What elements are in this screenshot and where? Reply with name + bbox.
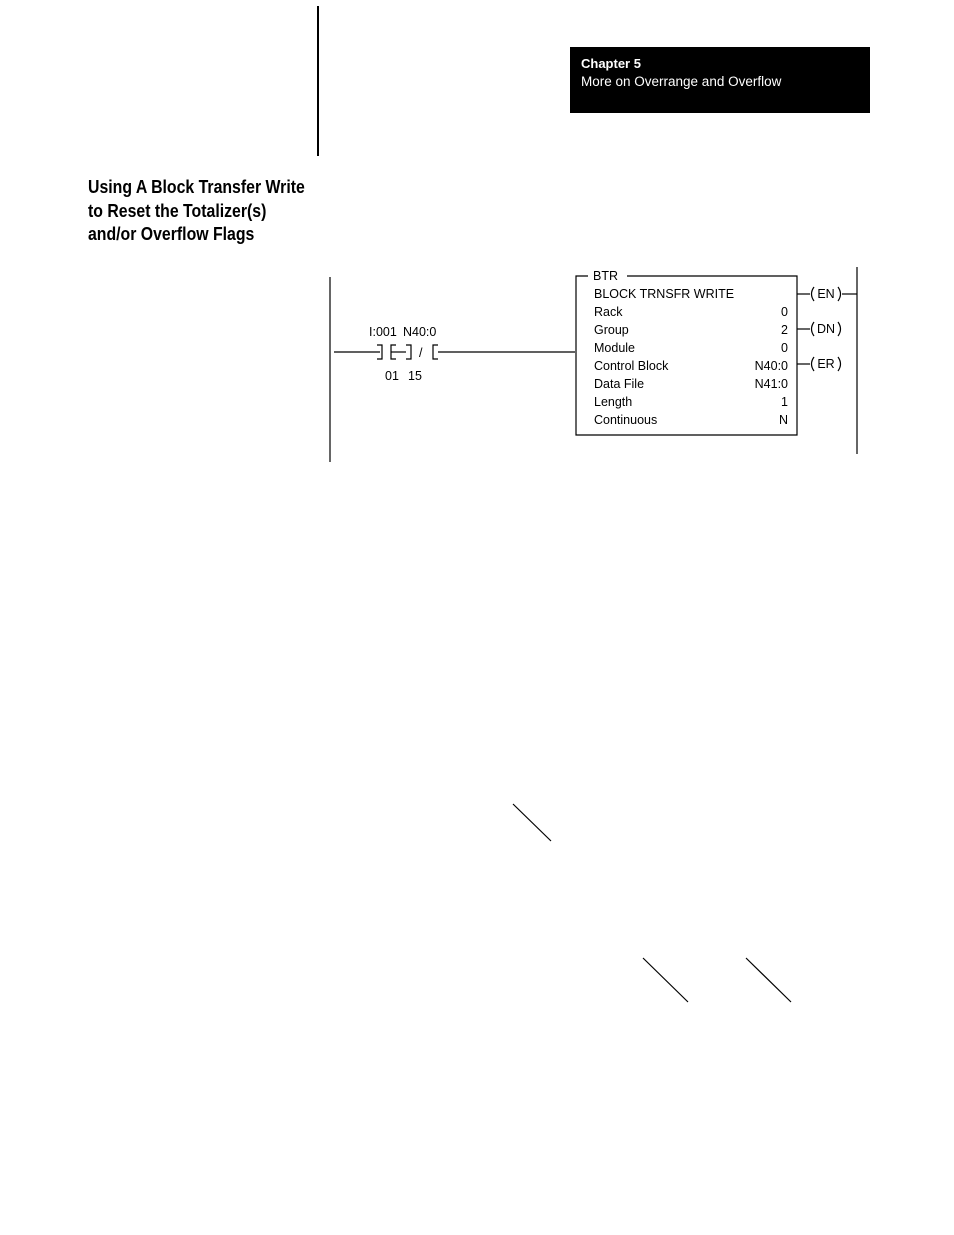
param-value-rack: 0 xyxy=(781,305,788,319)
heading-line-2: to Reset the Totalizer(s) xyxy=(88,200,267,221)
stray-mark-2 xyxy=(643,958,688,1002)
output-dn: DN xyxy=(816,322,836,336)
param-value-control-block: N40:0 xyxy=(754,359,788,373)
heading-line-1: Using A Block Transfer Write xyxy=(88,177,305,197)
param-value-module: 0 xyxy=(781,341,788,355)
param-label-data-file: Data File xyxy=(594,377,645,391)
param-label-module: Module xyxy=(594,341,635,355)
stray-mark-1 xyxy=(513,804,551,841)
coil-dn xyxy=(812,322,815,336)
output-er: ER xyxy=(817,357,835,371)
coil-er xyxy=(812,357,815,371)
chapter-title: More on Overrange and Overflow xyxy=(581,74,782,89)
contact-address-2: N40:0 xyxy=(403,325,437,339)
param-label-control-block: Control Block xyxy=(594,359,669,373)
contact-slash: / xyxy=(419,346,423,360)
heading-line-3: and/or Overflow Flags xyxy=(88,224,255,244)
param-label-rack: Rack xyxy=(594,305,623,319)
contact-bit-1: 01 xyxy=(385,369,399,383)
param-value-continuous: N xyxy=(778,413,788,427)
param-value-data-file: N41:0 xyxy=(754,377,788,391)
stray-mark-3 xyxy=(746,958,791,1002)
param-label-group: Group xyxy=(594,323,629,337)
chapter-label: Chapter 5 xyxy=(581,56,641,71)
block-name: BLOCK TRNSFR WRITE xyxy=(594,287,735,301)
block-type: BTR xyxy=(593,269,618,283)
contact-bit-2: 15 xyxy=(408,369,422,383)
param-value-length: 1 xyxy=(781,395,788,409)
param-label-continuous: Continuous xyxy=(594,413,658,427)
param-value-group: 2 xyxy=(781,323,788,337)
contact-address-1: I:001 xyxy=(369,325,397,339)
contact-2 xyxy=(406,345,411,359)
param-label-length: Length xyxy=(594,395,633,409)
output-en: EN xyxy=(817,287,835,301)
coil-en xyxy=(812,287,815,301)
